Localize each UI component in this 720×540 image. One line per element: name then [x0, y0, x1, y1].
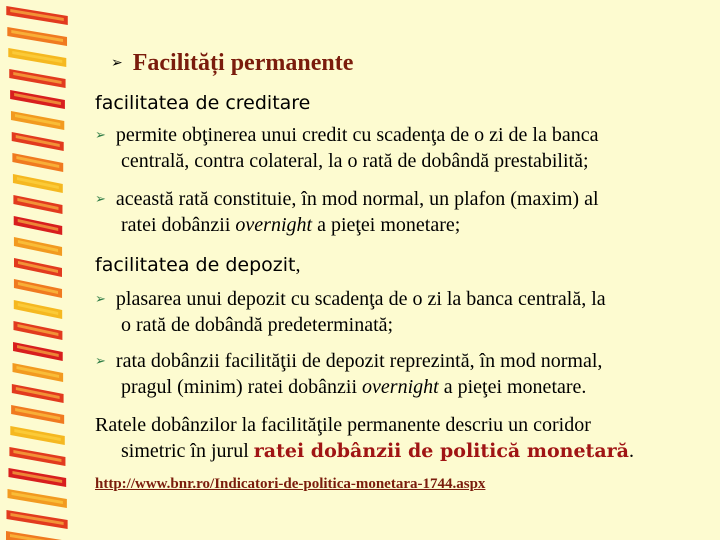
spiral-ring	[13, 342, 63, 361]
spiral-ring	[13, 363, 64, 382]
bullet-item	[95, 286, 606, 313]
highlight-term: ratei dobânzii de politică monetară	[253, 440, 629, 462]
spiral-ring	[12, 132, 64, 151]
spiral-ring	[8, 48, 66, 67]
spiral-ring	[11, 405, 64, 424]
bullet-continuation	[121, 374, 586, 400]
spiral-ring	[14, 300, 62, 319]
heading-text: facilitatea de depozit	[95, 254, 296, 276]
creditare-heading: facilitatea de creditare	[95, 92, 311, 114]
depozit-heading	[95, 252, 300, 278]
bullet-item	[95, 348, 602, 375]
spiral-ring	[6, 510, 67, 529]
bullet-text: permite obţinerea unui credit cu scadenţa de o zi de la banca	[115, 124, 599, 146]
spiral-binding-icon	[0, 0, 95, 540]
title-bullet-icon: ➢	[111, 55, 123, 71]
text-fragment: ratei dobânzii	[121, 214, 236, 236]
text-fragment: .	[628, 440, 634, 462]
italic-term: overnight	[362, 376, 439, 398]
spiral-ring	[13, 174, 63, 193]
spiral-ring	[8, 468, 66, 487]
bullet-continuation: o rată de dobândă predeterminată;	[121, 314, 394, 336]
text-fragment: a pieţei monetare.	[438, 376, 587, 398]
source-link[interactable]: http://www.bnr.ro/Indicatori-de-politica-monetara-1744.aspx	[95, 476, 486, 492]
bullet-continuation	[121, 212, 460, 238]
bullet-item	[95, 122, 598, 149]
spiral-ring	[10, 426, 64, 445]
conclusion-continuation	[121, 438, 634, 464]
bullet-item	[95, 186, 599, 213]
arrow-bullet-icon: ➢	[95, 192, 106, 207]
spiral-ring	[6, 531, 68, 540]
spiral-ring	[6, 6, 67, 25]
spiral-ring	[14, 279, 62, 298]
text-fragment: a pieţei monetare;	[312, 214, 461, 236]
title-text: Facilități permanente	[132, 50, 354, 76]
spiral-ring	[14, 237, 62, 256]
bullet-text: plasarea unui depozit cu scadenţa de o zi la banca centrală, la	[115, 288, 606, 310]
spiral-ring	[14, 216, 62, 235]
conclusion-line: Ratele dobânzilor la facilităţile permanente descriu un coridor	[95, 414, 591, 436]
spiral-ring	[14, 258, 62, 277]
arrow-bullet-icon: ➢	[95, 354, 106, 369]
italic-term: overnight	[235, 214, 313, 236]
spiral-ring	[11, 111, 64, 130]
text-fragment: simetric în jurul	[121, 440, 254, 462]
spiral-ring	[10, 90, 65, 109]
text-fragment: ,	[295, 254, 301, 276]
spiral-ring	[13, 321, 62, 340]
spiral-ring	[13, 195, 62, 214]
spiral-ring	[12, 384, 64, 403]
spiral-ring	[7, 27, 67, 46]
text-fragment: pragul (minim) ratei dobânzii	[121, 376, 363, 398]
bullet-continuation: centrală, contra colateral, la o rată de dobândă prestabilită;	[121, 150, 589, 172]
spiral-ring	[9, 69, 65, 88]
slide-title	[111, 50, 353, 77]
arrow-bullet-icon: ➢	[95, 292, 106, 307]
spiral-ring	[7, 489, 66, 508]
spiral-ring	[9, 447, 65, 466]
arrow-bullet-icon: ➢	[95, 128, 106, 143]
bullet-text: rata dobânzii facilităţii de depozit reprezintă, în mod normal,	[115, 350, 603, 372]
bullet-text: această rată constituie, în mod normal, un plafon (maxim) al	[115, 188, 599, 210]
spiral-ring	[12, 153, 63, 172]
